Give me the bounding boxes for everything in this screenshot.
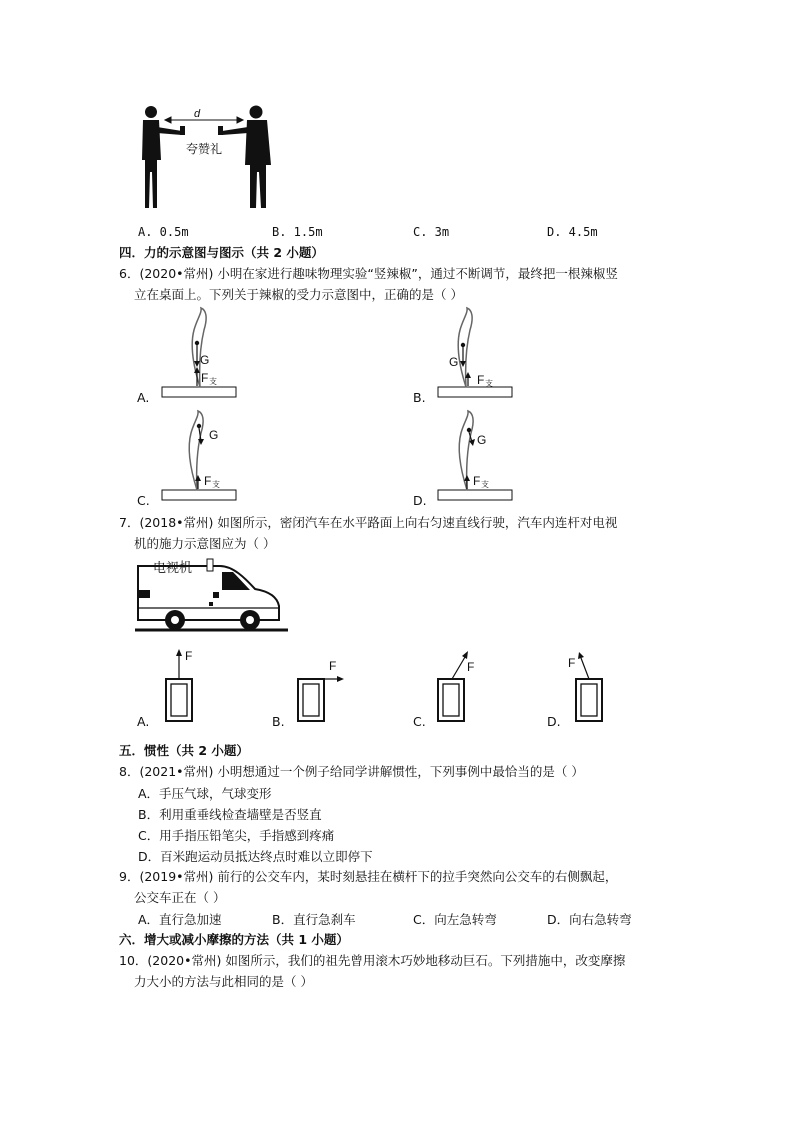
force-arrow — [462, 651, 468, 659]
center-of-gravity-dot — [195, 341, 199, 345]
q8-option-c[interactable]: C．用手指压铅笔尖，手指感到疼痛 — [138, 828, 335, 843]
chili-pepper — [189, 411, 203, 490]
table-surface — [162, 490, 236, 500]
label-g: G — [200, 353, 210, 367]
label-g: G — [449, 355, 459, 369]
q7-option-d-label[interactable]: D. — [547, 714, 561, 729]
q6-stem-line1: 6．(2020•常州) 小明在家进行趣味物理实验“竖辣椒”，通过不断调节，最终把一根辣椒竖 — [119, 266, 618, 281]
q6-option-b-label[interactable]: B. — [413, 390, 426, 405]
distance-arrow — [165, 117, 243, 123]
table-surface — [438, 387, 512, 397]
q6-option-b-diagram[interactable] — [436, 305, 526, 400]
figure-caption: 夸赞礼 — [186, 142, 223, 156]
van-figure — [135, 556, 290, 636]
q5-option-d[interactable]: D. 4.5m — [547, 225, 598, 239]
section-title-6: 六．增大或减小摩擦的方法（共 1 小题） — [119, 932, 349, 947]
label-f: F — [204, 474, 212, 488]
label-g: G — [477, 433, 487, 447]
force-arrow — [337, 676, 344, 682]
force-label: F — [568, 656, 576, 670]
tv-box-icon — [207, 559, 213, 571]
center-of-gravity-dot — [461, 343, 465, 347]
label-f-sub: 支 — [209, 377, 217, 386]
q7-option-a-diagram[interactable] — [160, 645, 220, 727]
section-title-4: 四．力的示意图与图示（共 2 小题） — [119, 245, 324, 260]
q7-option-c-diagram[interactable] — [432, 645, 492, 727]
tv-label: 电视机 — [153, 560, 193, 575]
q5-option-c[interactable]: C. 3m — [413, 225, 450, 239]
q7-option-b-diagram[interactable] — [292, 655, 362, 727]
force-arrow — [578, 652, 584, 659]
q7-option-a-label[interactable]: A. — [137, 714, 150, 729]
q9-stem-line1: 9．(2019•常州) 前行的公交车内，某时刻悬挂在横杆下的拉手突然向公交车的右侧飘起， — [119, 869, 618, 884]
q9-option-a[interactable]: A．直行急加速 — [138, 912, 222, 927]
right-man-silhouette — [218, 106, 271, 209]
label-f-sub: 支 — [481, 480, 489, 489]
q9-option-b[interactable]: B．直行急刹车 — [272, 912, 356, 927]
label-g: G — [209, 428, 219, 442]
label-f: F — [473, 474, 481, 488]
q6-option-d-diagram[interactable] — [436, 408, 526, 503]
center-of-gravity-dot — [467, 428, 471, 432]
table-surface — [162, 387, 236, 397]
q7-option-d-diagram[interactable] — [566, 645, 626, 727]
left-man-silhouette — [142, 106, 185, 208]
q7-stem-line1: 7．(2018•常州) 如图所示，密闭汽车在水平路面上向右匀速直线行驶，汽车内连杆对电视 — [119, 515, 618, 530]
q5-option-a[interactable]: A. 0.5m — [138, 225, 189, 239]
force-label: F — [185, 649, 193, 663]
q8-option-d[interactable]: D．百米跑运动员抵达终点时难以立即停下 — [138, 849, 373, 864]
q7-stem-line2: 机的施力示意图应为（ ） — [134, 536, 276, 551]
q9-stem-line2: 公交车正在（ ） — [134, 890, 226, 905]
q5-option-b[interactable]: B. 1.5m — [272, 225, 323, 239]
force-label: F — [329, 659, 337, 673]
thumbs-up-figure — [130, 100, 290, 215]
q6-option-a-diagram[interactable] — [160, 305, 250, 400]
q8-option-b[interactable]: B．利用重垂线检查墙壁是否竖直 — [138, 807, 322, 822]
q6-option-d-label[interactable]: D. — [413, 493, 427, 508]
label-f-sub: 支 — [212, 480, 220, 489]
q6-option-a-label[interactable]: A. — [137, 390, 150, 405]
q10-stem-line1: 10．(2020•常州) 如图所示，我们的祖先曾用滚木巧妙地移动巨石。下列措施中，改变摩擦 — [119, 953, 626, 968]
section-title-5: 五．惯性（共 2 小题） — [119, 743, 249, 758]
q6-option-c-diagram[interactable] — [160, 408, 250, 503]
q10-stem-line2: 力大小的方法与此相同的是（ ） — [134, 974, 313, 989]
q6-option-c-label[interactable]: C. — [137, 493, 150, 508]
q9-option-d[interactable]: D．向右急转弯 — [547, 912, 632, 927]
q7-option-b-label[interactable]: B. — [272, 714, 285, 729]
distance-symbol: d — [194, 108, 201, 120]
q8-stem: 8．(2021•常州) 小明想通过一个例子给同学讲解惯性，下列事例中最恰当的是（ ） — [119, 764, 584, 779]
chili-pepper — [458, 308, 472, 387]
force-label: F — [467, 660, 475, 674]
label-f: F — [477, 373, 485, 387]
label-f: F — [201, 371, 209, 385]
center-of-gravity-dot — [197, 424, 201, 428]
q7-option-c-label[interactable]: C. — [413, 714, 426, 729]
q6-stem-line2: 立在桌面上。下列关于辣椒的受力示意图中，正确的是（ ） — [134, 287, 463, 302]
q9-option-c[interactable]: C．向左急转弯 — [413, 912, 497, 927]
force-arrow — [176, 649, 182, 656]
q8-option-a[interactable]: A．手压气球，气球变形 — [138, 786, 272, 801]
table-surface — [438, 490, 512, 500]
label-f-sub: 支 — [485, 379, 493, 388]
